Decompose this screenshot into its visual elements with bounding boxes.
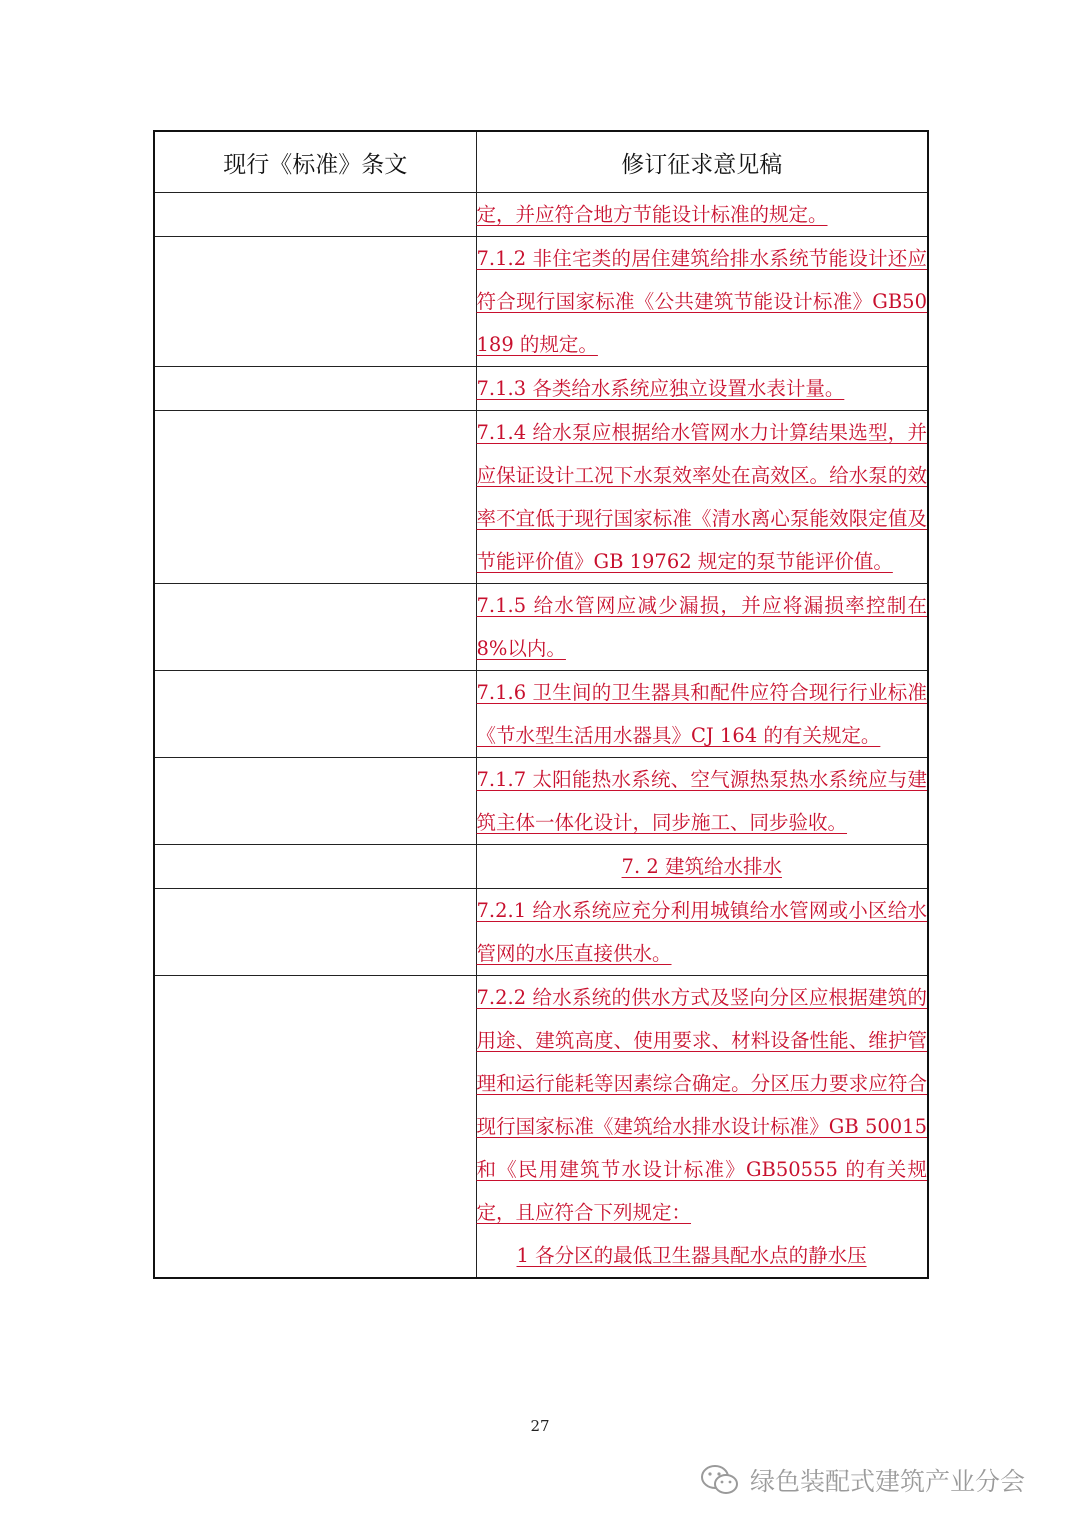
table-row (154, 584, 928, 671)
revision-cell (476, 584, 928, 671)
revision-cell (476, 976, 928, 1279)
current-cell (154, 976, 476, 1279)
revision-cell (476, 237, 928, 367)
table-row (154, 367, 928, 411)
revision-text: 7.2.1 给水系统应充分利用城镇给水管网或小区给水管网的水压直接供水。 (476, 899, 927, 965)
table-row (154, 671, 928, 758)
table-row (154, 976, 928, 1279)
watermark (700, 1460, 1025, 1500)
revision-text: 7.1.7 太阳能热水系统、空气源热泵热水系统应与建筑主体一体化设计，同步施工、同步验收。 (476, 768, 927, 834)
revision-text: 7.1.3 各类给水系统应独立设置水表计量。 (476, 377, 845, 400)
revision-text: 7.1.2 非住宅类的居住建筑给排水系统节能设计还应符合现行国家标准《公共建筑节能设计标准》GB50189 的规定。 (476, 247, 927, 356)
current-cell (154, 411, 476, 584)
revision-cell (476, 758, 928, 845)
watermark-text: 绿色装配式建筑产业分会 (750, 1467, 1026, 1496)
comparison-table (153, 130, 929, 1279)
current-cell (154, 584, 476, 671)
table-row (154, 411, 928, 584)
revision-cell (476, 845, 928, 889)
revision-cell (476, 367, 928, 411)
revision-text: 7.2.2 给水系统的供水方式及竖向分区应根据建筑的用途、建筑高度、使用要求、材料设备性能、维护管理和运行能耗等因素综合确定。分区压力要求应符合现行国家标准《建筑给水排水设计标准》GB 50015 和《民用建筑节水设计标准》GB50555 的有关规定，且应符合下列规定： (476, 986, 927, 1224)
current-cell (154, 758, 476, 845)
current-cell (154, 671, 476, 758)
revision-cell (476, 671, 928, 758)
table-row (154, 758, 928, 845)
table-header-row (154, 131, 928, 193)
revision-cell (476, 889, 928, 976)
revision-cell (476, 411, 928, 584)
current-cell (154, 237, 476, 367)
revision-text: 定，并应符合地方节能设计标准的规定。 (476, 203, 828, 226)
current-cell (154, 193, 476, 237)
current-cell (154, 845, 476, 889)
current-cell (154, 889, 476, 976)
wechat-icon (700, 1463, 740, 1497)
header-revision-draft: 修订征求意见稿 (476, 131, 928, 193)
revision-cell (476, 193, 928, 237)
table-row (154, 845, 928, 889)
header-current-standard: 现行《标准》条文 (154, 131, 476, 193)
revision-text: 7.1.6 卫生间的卫生器具和配件应符合现行行业标准《节水型生活用水器具》CJ 164 的有关规定。 (476, 681, 927, 747)
page-number: 27 (530, 1417, 550, 1435)
section-heading: 7. 2 建筑给水排水 (621, 855, 782, 878)
current-cell (154, 367, 476, 411)
table-row (154, 889, 928, 976)
table-row (154, 193, 928, 237)
revision-text: 7.1.4 给水泵应根据给水管网水力计算结果选型，并应保证设计工况下水泵效率处在高效区。给水泵的效率不宜低于现行国家标准《清水离心泵能效限定值及节能评价值》GB 19762 规定的泵节能评价值。 (476, 421, 927, 573)
table-row (154, 237, 928, 367)
revision-text: 7.1.5 给水管网应减少漏损，并应将漏损率控制在 8%以内。 (476, 594, 927, 660)
revision-subitem: 1 各分区的最低卫生器具配水点的静水压 (516, 1244, 867, 1267)
